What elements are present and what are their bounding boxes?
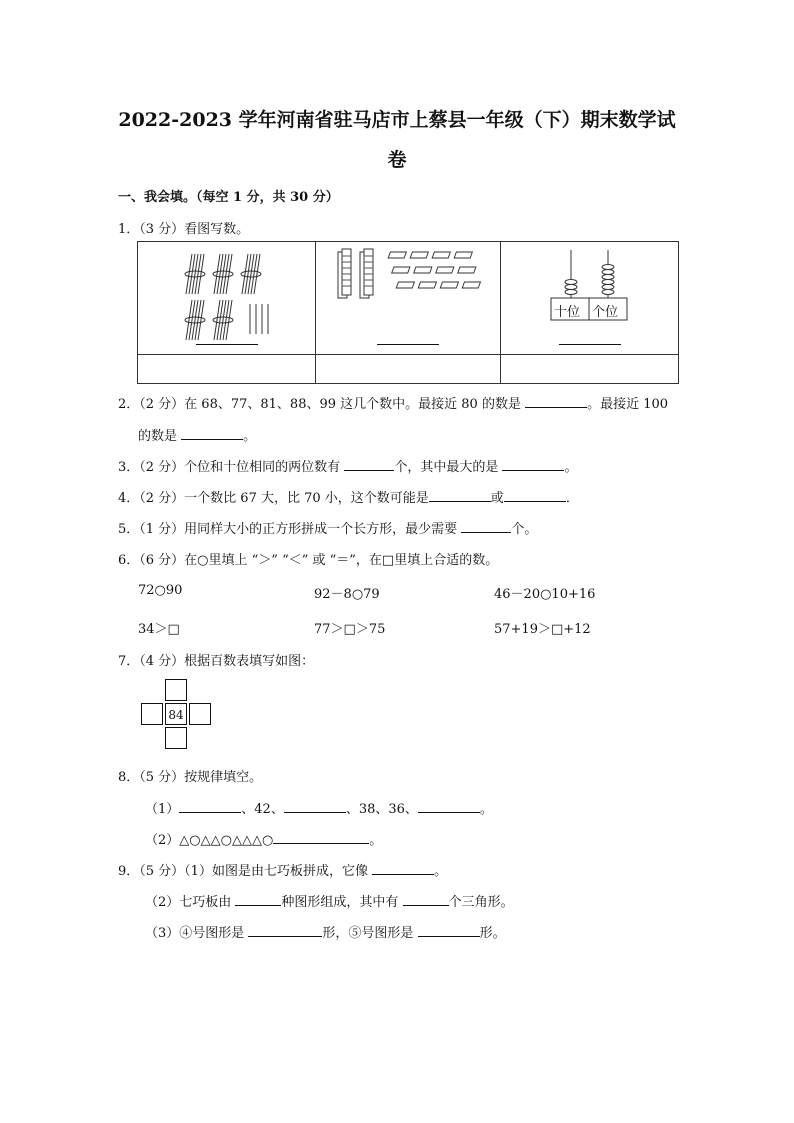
q9-3-text-c: 形。 <box>479 926 506 941</box>
q1-ans-cell-3 <box>501 355 679 384</box>
q8-1-text-c: 、38、36、 <box>345 802 418 817</box>
q6-item-4[interactable]: 34＞□ <box>138 622 180 637</box>
q9-2-blank-1[interactable] <box>235 893 281 906</box>
tens-place-label: 十位 <box>554 305 581 320</box>
q9-1-period: 。 <box>434 864 448 879</box>
ones-place-label: 个位 <box>592 305 619 320</box>
q1-ans-cell-2 <box>316 355 501 384</box>
q9-3-blank-1[interactable] <box>248 924 322 937</box>
abacus-icon <box>501 242 678 350</box>
q9-1-text: 9．（5 分）（1）如图是由七巧板拼成，它像 <box>118 864 368 879</box>
q6-item-6[interactable]: 57+19＞□+12 <box>494 622 591 637</box>
q9-1-line <box>118 860 447 879</box>
q1-bundles-cell <box>138 242 316 355</box>
q3-blank-1[interactable] <box>344 458 394 471</box>
q6-item-2[interactable]: 92－8○79 <box>314 587 380 602</box>
q8-1-blank-2[interactable] <box>284 800 346 813</box>
q1-answer-3[interactable] <box>559 343 621 345</box>
q1-blocks-cell <box>316 242 501 355</box>
q5-text-a: 5．（1 分）用同样大小的正方形拼成一个长方形，最少需要 <box>118 522 458 537</box>
q8-text: 8．（5 分）按规律填空。 <box>118 770 263 785</box>
stick-bundles-icon <box>138 242 315 350</box>
q4-blank-2[interactable] <box>504 489 566 502</box>
q8-2-line <box>145 829 382 848</box>
cross-cell-bottom[interactable] <box>165 727 187 749</box>
q8-1-blank-3[interactable] <box>418 800 480 813</box>
q2-text-b: 。最接近 100 <box>587 397 669 412</box>
q1-table <box>137 241 679 384</box>
q9-2-line <box>145 891 514 910</box>
q1-ans-cell-1 <box>138 355 316 384</box>
q9-2-text-b: 种图形组成，其中有 <box>281 895 399 910</box>
q8-1-text-b: 、42、 <box>241 802 284 817</box>
q1-text: 1．（3 分）看图写数。 <box>118 222 250 237</box>
q2-line-1 <box>118 393 668 412</box>
q8-2-period: 。 <box>369 833 383 848</box>
cross-cell-left[interactable] <box>141 703 163 725</box>
q8-1-blank-1[interactable] <box>179 800 241 813</box>
q9-1-blank[interactable] <box>372 862 434 875</box>
q6-text: 6．（6 分）在○里填上 “＞” “＜” 或 “＝”，在□里填上合适的数。 <box>118 553 499 568</box>
q2-text-c: 的数是 <box>138 429 178 444</box>
title-line-2: 卷 <box>387 149 407 171</box>
q9-3-text-b: 形，⑤号图形是 <box>322 926 414 941</box>
q9-3-blank-2[interactable] <box>418 924 480 937</box>
q6-item-1[interactable]: 72○90 <box>138 583 183 598</box>
q8-2-blank[interactable] <box>273 831 369 844</box>
section-heading: 一、我会填。（每空 1 分，共 30 分） <box>118 190 339 205</box>
q3-blank-2[interactable] <box>502 458 564 471</box>
q2-blank-2[interactable] <box>181 427 243 440</box>
q3-period: 。 <box>564 460 578 475</box>
base-ten-blocks-icon <box>316 242 500 350</box>
cross-cell-center: 84 <box>165 703 187 725</box>
q4-text-a: 4．（2 分）一个数比 67 大，比 70 小，这个数可能是 <box>118 491 429 506</box>
q2-line-2 <box>138 425 256 444</box>
q5-blank[interactable] <box>461 520 511 533</box>
exam-title <box>80 100 714 180</box>
q1-answer-2[interactable] <box>377 343 439 345</box>
q8-1-line <box>145 798 493 817</box>
q4-line <box>118 487 579 506</box>
cross-cell-top[interactable] <box>165 679 187 701</box>
q2-period: 。 <box>243 429 257 444</box>
cross-cell-right[interactable] <box>189 703 211 725</box>
q3-text-a: 3．（2 分）个位和十位相同的两位数有 <box>118 460 341 475</box>
title-line-1: 2022-2023 学年河南省驻马店市上蔡县一年级（下）期末数学试 <box>118 109 676 131</box>
q9-3-line <box>145 922 506 941</box>
q4-text-b: 或 <box>490 491 504 506</box>
q2-blank-1[interactable] <box>525 395 587 408</box>
q5-text-b: 个。 <box>511 522 538 537</box>
q1-abacus-cell <box>501 242 679 355</box>
q4-blank-1[interactable] <box>429 489 491 502</box>
q9-2-text-a: （2）七巧板由 <box>145 895 232 910</box>
q3-line <box>118 456 578 475</box>
q4-text-c: ． <box>565 491 579 506</box>
q7-text: 7．（4 分）根据百数表填写如图： <box>118 654 315 669</box>
q8-1-label: （1） <box>145 802 180 817</box>
q5-line <box>118 518 537 537</box>
q9-2-blank-2[interactable] <box>403 893 449 906</box>
q3-text-b: 个，其中最大的是 <box>394 460 499 475</box>
q8-2-pattern: （2）△○△△○△△△○ <box>145 833 274 848</box>
q2-text-a: 2．（2 分）在 68、77、81、88、99 这几个数中。最接近 80 的数是 <box>118 397 521 412</box>
q1-answer-1[interactable] <box>196 343 258 345</box>
q9-3-text-a: （3）④号图形是 <box>145 926 245 941</box>
q6-item-3[interactable]: 46－20○10+16 <box>494 587 596 602</box>
q8-1-period: 。 <box>479 802 493 817</box>
q9-2-text-c: 个三角形。 <box>448 895 514 910</box>
q6-item-5[interactable]: 77＞□＞75 <box>314 622 386 637</box>
hundred-chart-cross <box>141 679 213 751</box>
